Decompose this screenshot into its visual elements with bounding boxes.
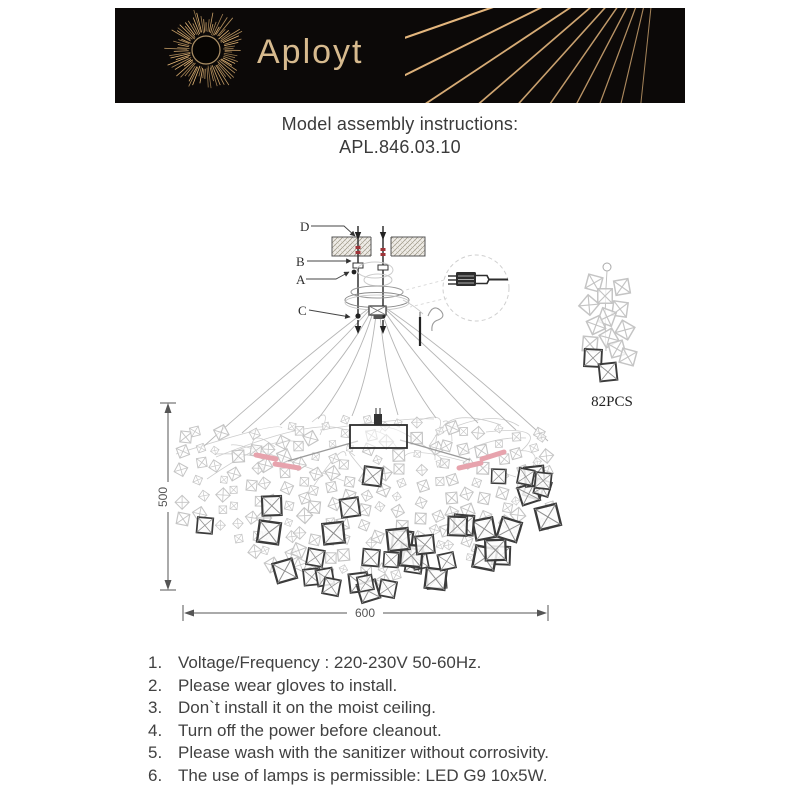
instruction-number: 2. [148, 675, 163, 695]
instruction-number: 1. [148, 653, 163, 672]
driver-box [350, 408, 407, 448]
instruction-item [148, 652, 693, 675]
instruction-item [148, 697, 693, 720]
instruction-text: Don`t install it on the moist ceiling. [178, 698, 436, 718]
instruction-item [148, 675, 693, 698]
instruction-item [148, 765, 693, 788]
instruction-number: 3. [148, 698, 163, 718]
hook-detail [403, 300, 443, 346]
instruction-list [148, 652, 693, 788]
label-c [298, 303, 350, 318]
dimension-height [156, 403, 176, 590]
banner-rays-decoration [405, 8, 685, 103]
instruction-item [148, 720, 693, 743]
brand-banner [115, 8, 685, 103]
ceiling-bar [332, 236, 425, 257]
instruction-number: 5. [148, 743, 163, 763]
rod-red-mark [356, 246, 361, 249]
instruction-text: Please wash with the sanitizer without corrosivity. [178, 743, 550, 763]
rod-screw [352, 270, 357, 275]
dimension-width [183, 605, 548, 621]
height-value: 500 [156, 486, 170, 508]
crystal-strand-detail [579, 263, 637, 410]
label-d [300, 219, 355, 236]
brand-logo-text: Aployt [257, 33, 364, 71]
corner-rays [405, 8, 657, 103]
model-number: APL.846.03.10 [339, 137, 461, 157]
instruction-text: The use of lamps is permissible: LED G9 10x5W. [178, 765, 548, 785]
assembly-title: Model assembly instructions: [281, 114, 519, 134]
rod-red-mark [381, 248, 386, 251]
title-block [0, 113, 800, 159]
rod-nut [378, 265, 388, 270]
rod-red-mark [381, 253, 386, 256]
driver-box-connector [374, 414, 382, 425]
label-c-text: C [298, 303, 307, 318]
label-d-text: D [300, 219, 310, 234]
width-value: 600 [354, 606, 376, 620]
label-a [296, 272, 349, 287]
sunburst-core [193, 37, 219, 63]
assembly-diagram [0, 200, 800, 650]
instruction-number: 4. [148, 720, 163, 740]
instruction-number: 6. [148, 765, 163, 785]
instruction-item [148, 742, 693, 765]
instruction-text: Turn off the power before cleanout. [178, 720, 442, 740]
instruction-text: Please wear gloves to install. [178, 675, 398, 695]
wire-connector-detail [402, 255, 509, 321]
rod-red-mark [356, 251, 361, 254]
label-a-text: A [296, 272, 306, 287]
canopy [345, 286, 409, 319]
label-b-text: B [296, 254, 305, 269]
parts-count-label: 82PCS [591, 394, 633, 410]
instruction-text: Voltage/Frequency : 220-230V 50-60Hz. [178, 653, 482, 672]
